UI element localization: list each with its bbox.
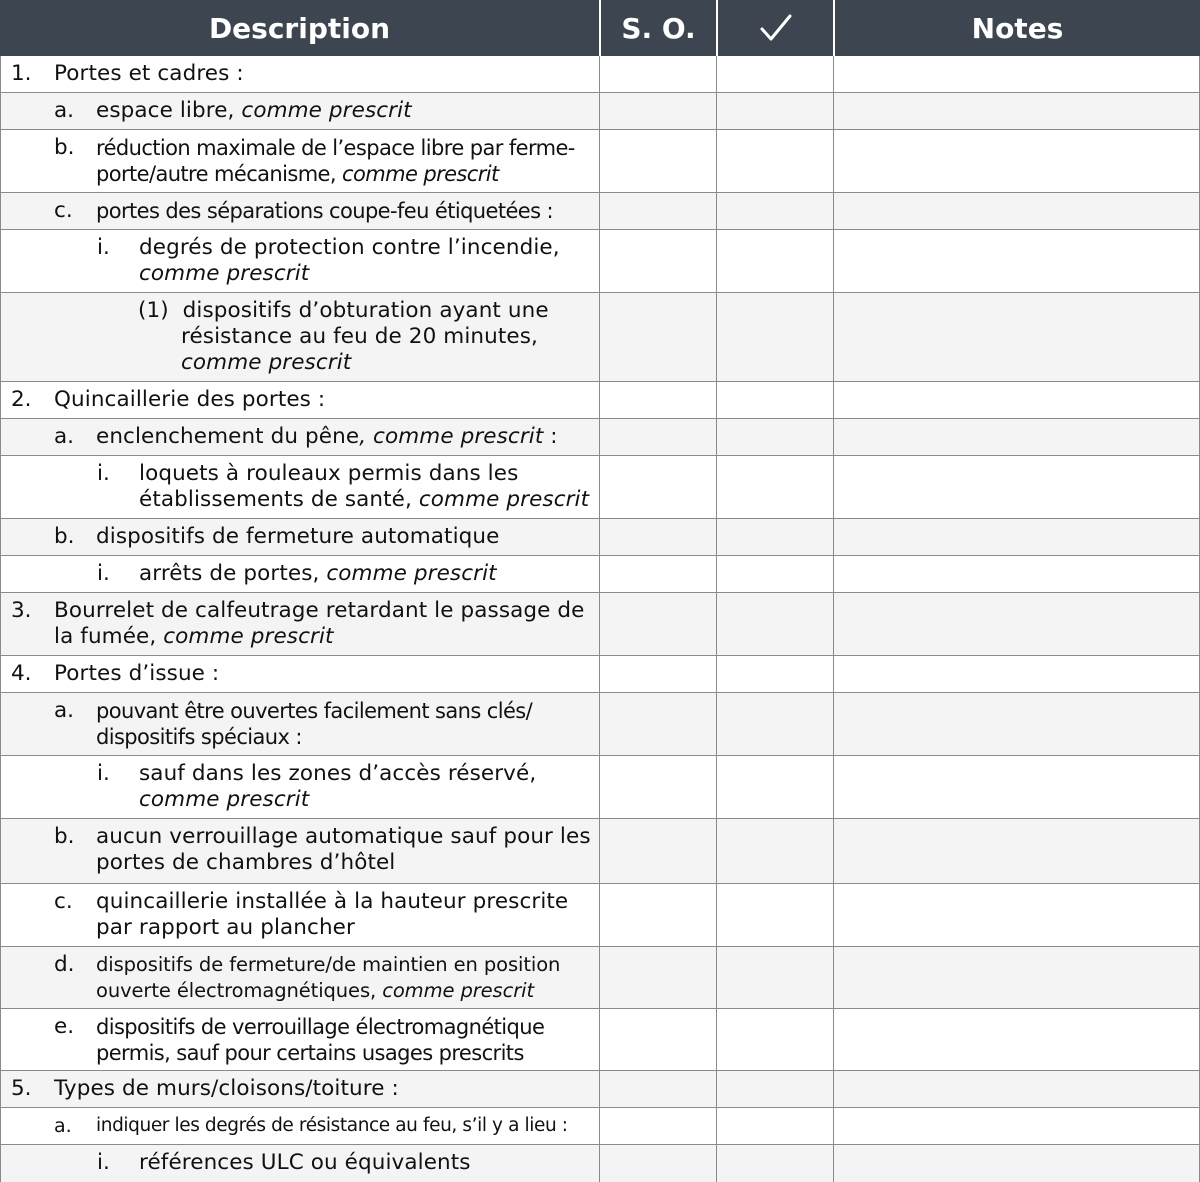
table-row — [0, 230, 1200, 293]
table-row — [0, 656, 1200, 693]
table-row — [0, 456, 1200, 519]
item-marker: a. — [54, 1115, 72, 1137]
so-cell[interactable] — [600, 93, 717, 129]
description-cell — [0, 884, 600, 946]
table-row — [0, 1108, 1200, 1145]
so-cell[interactable] — [600, 419, 717, 455]
item-text: Quincaillerie des portes : — [54, 387, 326, 412]
table-row — [0, 819, 1200, 884]
item-marker: a. — [54, 424, 75, 449]
table-row — [0, 1145, 1200, 1182]
so-cell[interactable] — [600, 693, 717, 755]
description-cell — [0, 1108, 600, 1144]
check-cell[interactable] — [717, 1009, 834, 1070]
so-cell[interactable] — [600, 756, 717, 818]
item-marker: i. — [97, 461, 110, 486]
item-text: espace libre, comme prescrit — [96, 98, 412, 123]
item-text: degrés de protection contre l’incendie, comme prescrit — [139, 235, 560, 286]
item-marker: 2. — [11, 387, 32, 412]
notes-cell[interactable] — [834, 884, 1200, 946]
so-cell[interactable] — [600, 519, 717, 555]
so-cell[interactable] — [600, 656, 717, 692]
check-cell[interactable] — [717, 819, 834, 883]
item-text: Bourrelet de calfeutrage retardant le passage de la fumée, comme prescrit — [54, 598, 585, 649]
item-text: aucun verrouillage automatique sauf pour les portes de chambres d’hôtel — [96, 824, 591, 875]
so-cell[interactable] — [600, 193, 717, 229]
check-cell[interactable] — [717, 884, 834, 946]
check-icon — [718, 0, 833, 56]
check-cell[interactable] — [717, 93, 834, 129]
notes-cell[interactable] — [834, 193, 1200, 229]
so-cell[interactable] — [600, 230, 717, 292]
table-row — [0, 93, 1200, 130]
notes-cell[interactable] — [834, 1009, 1200, 1070]
check-cell[interactable] — [717, 456, 834, 518]
table-row — [0, 693, 1200, 756]
description-cell — [0, 230, 600, 292]
table-row — [0, 130, 1200, 193]
item-marker: i. — [97, 235, 110, 260]
so-cell[interactable] — [600, 884, 717, 946]
so-cell[interactable] — [600, 293, 717, 381]
item-marker: b. — [54, 524, 75, 549]
table-row — [0, 947, 1200, 1009]
description-cell — [0, 519, 600, 555]
item-marker: d. — [54, 952, 75, 977]
item-text: portes des séparations coupe-feu étiquetées : — [96, 199, 553, 223]
item-marker: e. — [54, 1014, 75, 1039]
check-cell[interactable] — [717, 693, 834, 755]
so-cell[interactable] — [600, 1108, 717, 1144]
table-row — [0, 556, 1200, 593]
table-row — [0, 293, 1200, 382]
so-cell[interactable] — [600, 947, 717, 1008]
check-cell[interactable] — [717, 556, 834, 592]
check-cell[interactable] — [717, 419, 834, 455]
check-cell[interactable] — [717, 656, 834, 692]
so-cell[interactable] — [600, 456, 717, 518]
item-marker: 5. — [11, 1076, 32, 1101]
notes-cell[interactable] — [834, 1071, 1200, 1107]
so-cell[interactable] — [600, 819, 717, 883]
description-cell — [0, 1009, 600, 1070]
table-row — [0, 382, 1200, 419]
so-cell[interactable] — [600, 130, 717, 192]
item-marker: i. — [97, 1150, 110, 1175]
description-cell — [0, 93, 600, 129]
item-text: pouvant être ouvertes facilement sans clés/ dispositifs spéciaux : — [96, 699, 533, 749]
item-text: (1) dispositifs d’obturation ayant une résistance au feu de 20 minutes, comme prescrit — [138, 298, 549, 375]
notes-cell[interactable] — [834, 230, 1200, 292]
so-cell[interactable] — [600, 1145, 717, 1182]
check-cell[interactable] — [717, 947, 834, 1008]
description-cell — [0, 556, 600, 592]
table-row — [0, 519, 1200, 556]
item-text: sauf dans les zones d’accès réservé, comme prescrit — [139, 761, 537, 812]
notes-cell[interactable] — [834, 556, 1200, 592]
description-cell — [0, 419, 600, 455]
item-text: références ULC ou équivalents — [139, 1150, 471, 1175]
item-text: Types de murs/cloisons/toiture : — [54, 1076, 399, 1101]
description-cell — [0, 1071, 600, 1107]
table-row — [0, 884, 1200, 947]
header-so: S. O. — [621, 11, 696, 45]
notes-cell[interactable] — [834, 456, 1200, 518]
notes-cell[interactable] — [834, 593, 1200, 655]
notes-cell[interactable] — [834, 693, 1200, 755]
notes-cell[interactable] — [834, 419, 1200, 455]
item-marker: a. — [54, 98, 75, 123]
check-cell[interactable] — [717, 193, 834, 229]
item-text: dispositifs de fermeture/de maintien en position ouverte électromagnétiques, comme prescrit — [96, 953, 561, 1002]
description-cell — [0, 130, 600, 192]
item-text: loquets à rouleaux permis dans les établissements de santé, comme prescrit — [139, 461, 590, 512]
notes-cell[interactable] — [834, 382, 1200, 418]
so-cell[interactable] — [600, 556, 717, 592]
notes-cell[interactable] — [834, 293, 1200, 381]
check-cell[interactable] — [717, 756, 834, 818]
table-row — [0, 593, 1200, 656]
table-row — [0, 419, 1200, 456]
item-text: réduction maximale de l’espace libre par ferme-porte/autre mécanisme, comme prescrit — [96, 136, 575, 186]
notes-cell[interactable] — [834, 1145, 1200, 1182]
so-cell[interactable] — [600, 382, 717, 418]
so-cell[interactable] — [600, 1009, 717, 1070]
table-row — [0, 1071, 1200, 1108]
notes-cell[interactable] — [834, 947, 1200, 1008]
notes-cell[interactable] — [834, 93, 1200, 129]
description-cell — [0, 56, 600, 92]
header-notes: Notes — [971, 11, 1064, 45]
notes-cell[interactable] — [834, 519, 1200, 555]
item-text: Portes d’issue : — [54, 661, 220, 686]
check-cell[interactable] — [717, 293, 834, 381]
check-cell[interactable] — [717, 519, 834, 555]
item-marker: b. — [54, 824, 75, 849]
notes-cell[interactable] — [834, 656, 1200, 692]
check-cell[interactable] — [717, 130, 834, 192]
check-cell[interactable] — [717, 1145, 834, 1182]
check-cell[interactable] — [717, 593, 834, 655]
notes-cell[interactable] — [834, 819, 1200, 883]
table-row — [0, 756, 1200, 819]
item-text: quincaillerie installée à la hauteur prescrite par rapport au plancher — [96, 889, 569, 940]
item-text: dispositifs de fermeture automatique — [96, 524, 500, 549]
table-row — [0, 193, 1200, 230]
check-cell[interactable] — [717, 230, 834, 292]
item-marker: c. — [54, 198, 73, 223]
item-marker: b. — [54, 135, 75, 160]
description-cell — [0, 456, 600, 518]
item-marker: c. — [54, 889, 73, 914]
description-cell — [0, 1145, 600, 1182]
check-cell[interactable] — [717, 1071, 834, 1107]
description-cell — [0, 756, 600, 818]
description-cell — [0, 193, 600, 229]
description-cell — [0, 593, 600, 655]
notes-cell[interactable] — [834, 130, 1200, 192]
check-cell[interactable] — [717, 382, 834, 418]
table-header — [0, 0, 1200, 56]
item-text: enclenchement du pêne, comme prescrit : — [96, 424, 558, 449]
item-text: dispositifs de verrouillage électromagnétique permis, sauf pour certains usages prescrits — [96, 1015, 545, 1065]
description-cell — [0, 656, 600, 692]
item-marker: i. — [97, 561, 110, 586]
item-marker: 3. — [11, 598, 32, 623]
item-marker: (1) — [138, 298, 169, 323]
description-cell — [0, 819, 600, 883]
notes-cell[interactable] — [834, 1108, 1200, 1144]
so-cell[interactable] — [600, 593, 717, 655]
description-cell — [0, 293, 600, 381]
item-marker: i. — [97, 761, 110, 786]
item-marker: 1. — [11, 61, 32, 86]
so-cell[interactable] — [600, 1071, 717, 1107]
table-row — [0, 56, 1200, 93]
check-cell[interactable] — [717, 56, 834, 92]
item-text: Portes et cadres : — [54, 61, 244, 86]
item-text: indiquer les degrés de résistance au feu, s’il y a lieu : — [96, 1115, 568, 1136]
so-cell[interactable] — [600, 56, 717, 92]
description-cell — [0, 693, 600, 755]
header-description: Description — [208, 11, 391, 45]
item-marker: a. — [54, 698, 75, 723]
table-row — [0, 1009, 1200, 1071]
description-cell — [0, 382, 600, 418]
item-marker: 4. — [11, 661, 32, 686]
check-cell[interactable] — [717, 1108, 834, 1144]
description-cell — [0, 947, 600, 1008]
notes-cell[interactable] — [834, 756, 1200, 818]
item-text: arrêts de portes, comme prescrit — [139, 561, 497, 586]
notes-cell[interactable] — [834, 56, 1200, 92]
